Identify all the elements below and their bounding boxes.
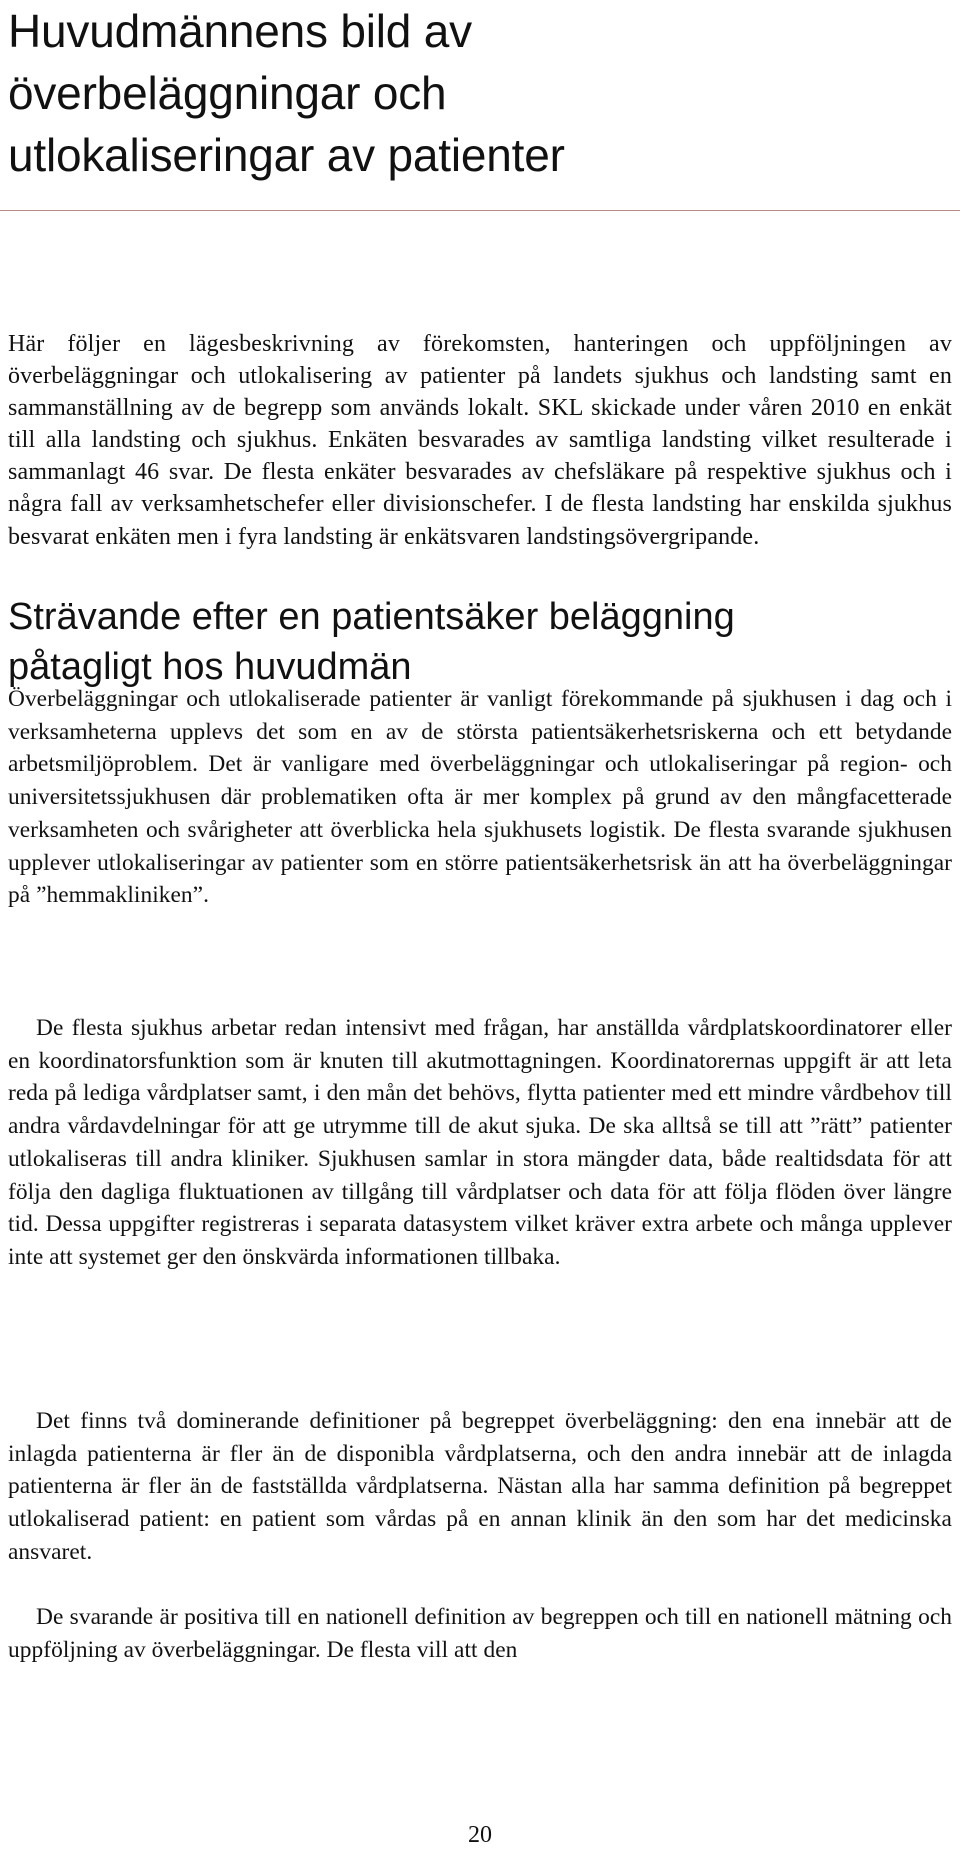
page-number: 20 [468,1822,492,1848]
chapter-title-line-1: Huvudmännens bild av [8,5,472,57]
body-paragraph-4: De svarande är positiva till en nationell definition av begreppen och till en nationell mätning och uppföljning av överbeläggningar. De flesta vill att den [8,1604,952,1663]
title-divider [0,210,960,211]
section-heading-line-2: påtagligt hos huvudmän [8,646,412,688]
chapter-title-line-2: överbeläggningar och [8,67,447,119]
body-paragraph-1: Överbeläggningar och utlokaliserade patienter är vanligt förekommande på sjukhusen i dag och i verksamheterna upplevs det som en av de största patientsäkerhetsriskerna och ett betydande arbetsmiljöproblem. Det är vanligare med överbeläggningar och utlokaliseringar på region- och universitetssjukhusen där problematiken ofta är mer komplex på grund av den mångfacetterade verksamheten och svårigheter att överblicka hela sjukhusets logistik. De flesta svarande sjukhusen upplever utlokaliseringar av patienter som en större patientsäkerhetsrisk än att ha överbeläggningar på ”hemmakliniken”. [8,686,952,909]
body-paragraph-2: De flesta sjukhus arbetar redan intensivt med frågan, har anställda vårdplatskoordinatorer eller en koordinatorsfunktion som är knuten till akutmottagningen. Koordinatorernas uppgift är att leta reda på lediga vårdplatser samt, i den mån det behövs, flytta patienter med ett mindre vårdbehov till andra vårdavdelningar för att ge utrymme till de akut sjuka. De ska alltså se till att ”rätt” patienter utlokaliseras till andra kliniker. Sjukhusen samlar in stora mängder data, både realtidsdata för att följa den dagliga fluktuationen av tillgång till vårdplatser och data för att följa flöden över längre tid. Dessa uppgifter registreras i separata datasystem vilket kräver extra arbete och många upplever inte att systemet ger den önskvärda informationen tillbaka. [8,1015,952,1270]
section-heading [8,592,948,692]
intro-paragraph: Här följer en lägesbeskrivning av förekomsten, hanteringen och uppföljningen av överbeläggningar och utlokalisering av patienter på landets sjukhus och landsting samt en sammanställning av de begrepp som används lokalt. SKL skickade under våren 2010 en enkät till alla landsting och sjukhus. Enkäten besvarades av samtliga landsting vilket resulterade i sammanlagt 46 svar. De flesta enkäter besvarades av chefsläkare på respektive sjukhus och i några fall av verksamhetschefer eller divisionschefer. I de flesta landsting har enskilda sjukhus besvarat enkäten men i fyra landsting är enkätsvaren landstingsövergripande. [8,331,952,550]
chapter-title-line-3: utlokaliseringar av patienter [8,129,565,181]
chapter-title [8,0,908,186]
body-paragraph-3: Det finns två dominerande definitioner på begreppet överbeläggning: den ena innebär att de inlagda patienterna är fler än de disponibla vårdplatserna, och den andra innebär att de inlagda patienterna är fler än de fastställda vårdplatserna. Nästan alla har samma definition på begreppet utlokaliserad patient: en patient som vårdas på en annan klinik än den som har det medicinska ansvaret. [8,1408,952,1565]
section-heading-line-1: Strävande efter en patientsäker beläggning [8,596,735,638]
